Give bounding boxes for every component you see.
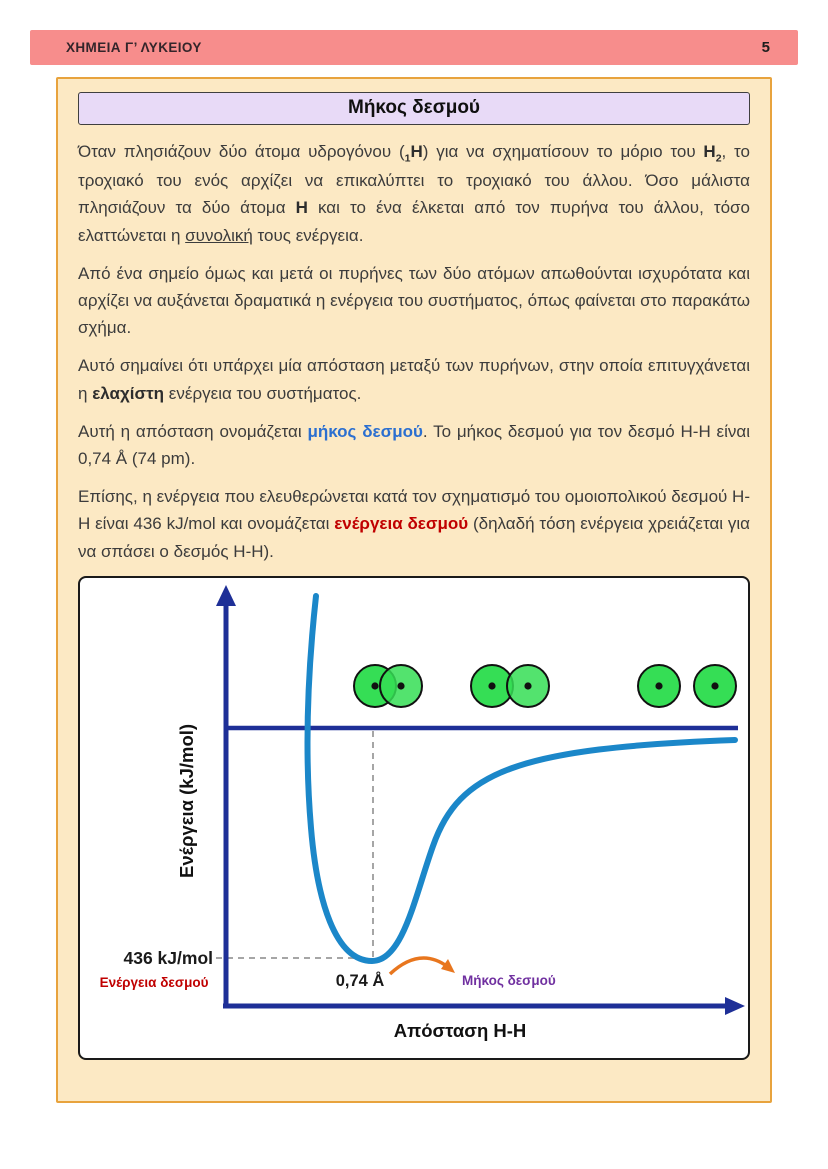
bond-length-label: Μήκος δεσμού bbox=[462, 972, 556, 988]
atom-pair-mid bbox=[471, 665, 549, 707]
paragraph: Αυτό σημαίνει ότι υπάρχει μία απόσταση μεταξύ των πυρήνων, στην οποία επιτυγχάνεται η ελαχίστη ενέργεια του συστήματος. bbox=[78, 356, 750, 403]
paragraph: Επίσης, η ενέργεια που ελευθερώνεται κατά τον σχηματισμό του ομοιοπολικού δεσμού H-H είναι 436 kJ/mol και ονομάζεται ενέργεια δεσμού (δηλαδή τόση ενέργεια χρειάζεται για να σπάσει ο δεσμός H-H). bbox=[78, 487, 750, 561]
bond-length-arrowhead-icon bbox=[441, 959, 455, 973]
page-header bbox=[30, 30, 798, 65]
bond-length-arrow bbox=[390, 958, 448, 974]
y-axis-arrow-icon bbox=[216, 585, 236, 606]
atom-pair-close bbox=[354, 665, 422, 707]
header-title: ΧΗΜΕΙΑ Γ’ ΛΥΚΕΙΟΥ bbox=[66, 40, 202, 55]
page-number: 5 bbox=[761, 39, 770, 56]
energy-curve bbox=[308, 596, 735, 961]
content-box bbox=[56, 77, 772, 1103]
paragraph: Αυτή η απόσταση ονομάζεται μήκος δεσμού. Το μήκος δεσμού για τον δεσμό H-H είναι 0,74 Å (74 pm). bbox=[78, 421, 751, 468]
bond-length-value: 0,74 Å bbox=[335, 971, 385, 990]
atom-pair-far bbox=[638, 665, 736, 707]
body-paragraphs bbox=[78, 138, 750, 565]
paragraph: Από ένα σημείο όμως και μετά οι πυρήνες των δύο ατόμων απωθούνται ισχυρότατα και αρχίζει να αυξάνεται δραματικά η ενέργεια του συστήματος, όπως φαίνεται στο παρακάτω σχήμα. bbox=[78, 263, 750, 338]
bond-energy-label: Ενέργεια δεσμού bbox=[99, 974, 209, 990]
energy-diagram-svg bbox=[80, 578, 750, 1058]
x-axis-label: Απόσταση H-H bbox=[393, 1019, 527, 1041]
section-title-box bbox=[78, 92, 750, 125]
x-axis-arrow-icon bbox=[725, 997, 745, 1015]
figure-box bbox=[78, 576, 750, 1060]
y-axis-label: Ενέργεια (kJ/mol) bbox=[176, 723, 197, 878]
bond-energy-value: 436 kJ/mol bbox=[123, 947, 213, 968]
section-title: Μήκος δεσμού bbox=[348, 97, 480, 118]
paragraph: Όταν πλησιάζουν δύο άτομα υδρογόνου $(_1H)$ για να σχηματίσουν το μόριο του $H_2$, το τροχιακό του ενός αρχίζει να επικαλύπτει το τροχιακό του άλλου. Όσο μάλιστα πλησιάζουν τα δύο άτομα H και το ένα έλκεται από τον πυρήνα του άλλου, τόσο ελαττώνεται η συνολική τους ενέργεια. bbox=[78, 142, 750, 245]
